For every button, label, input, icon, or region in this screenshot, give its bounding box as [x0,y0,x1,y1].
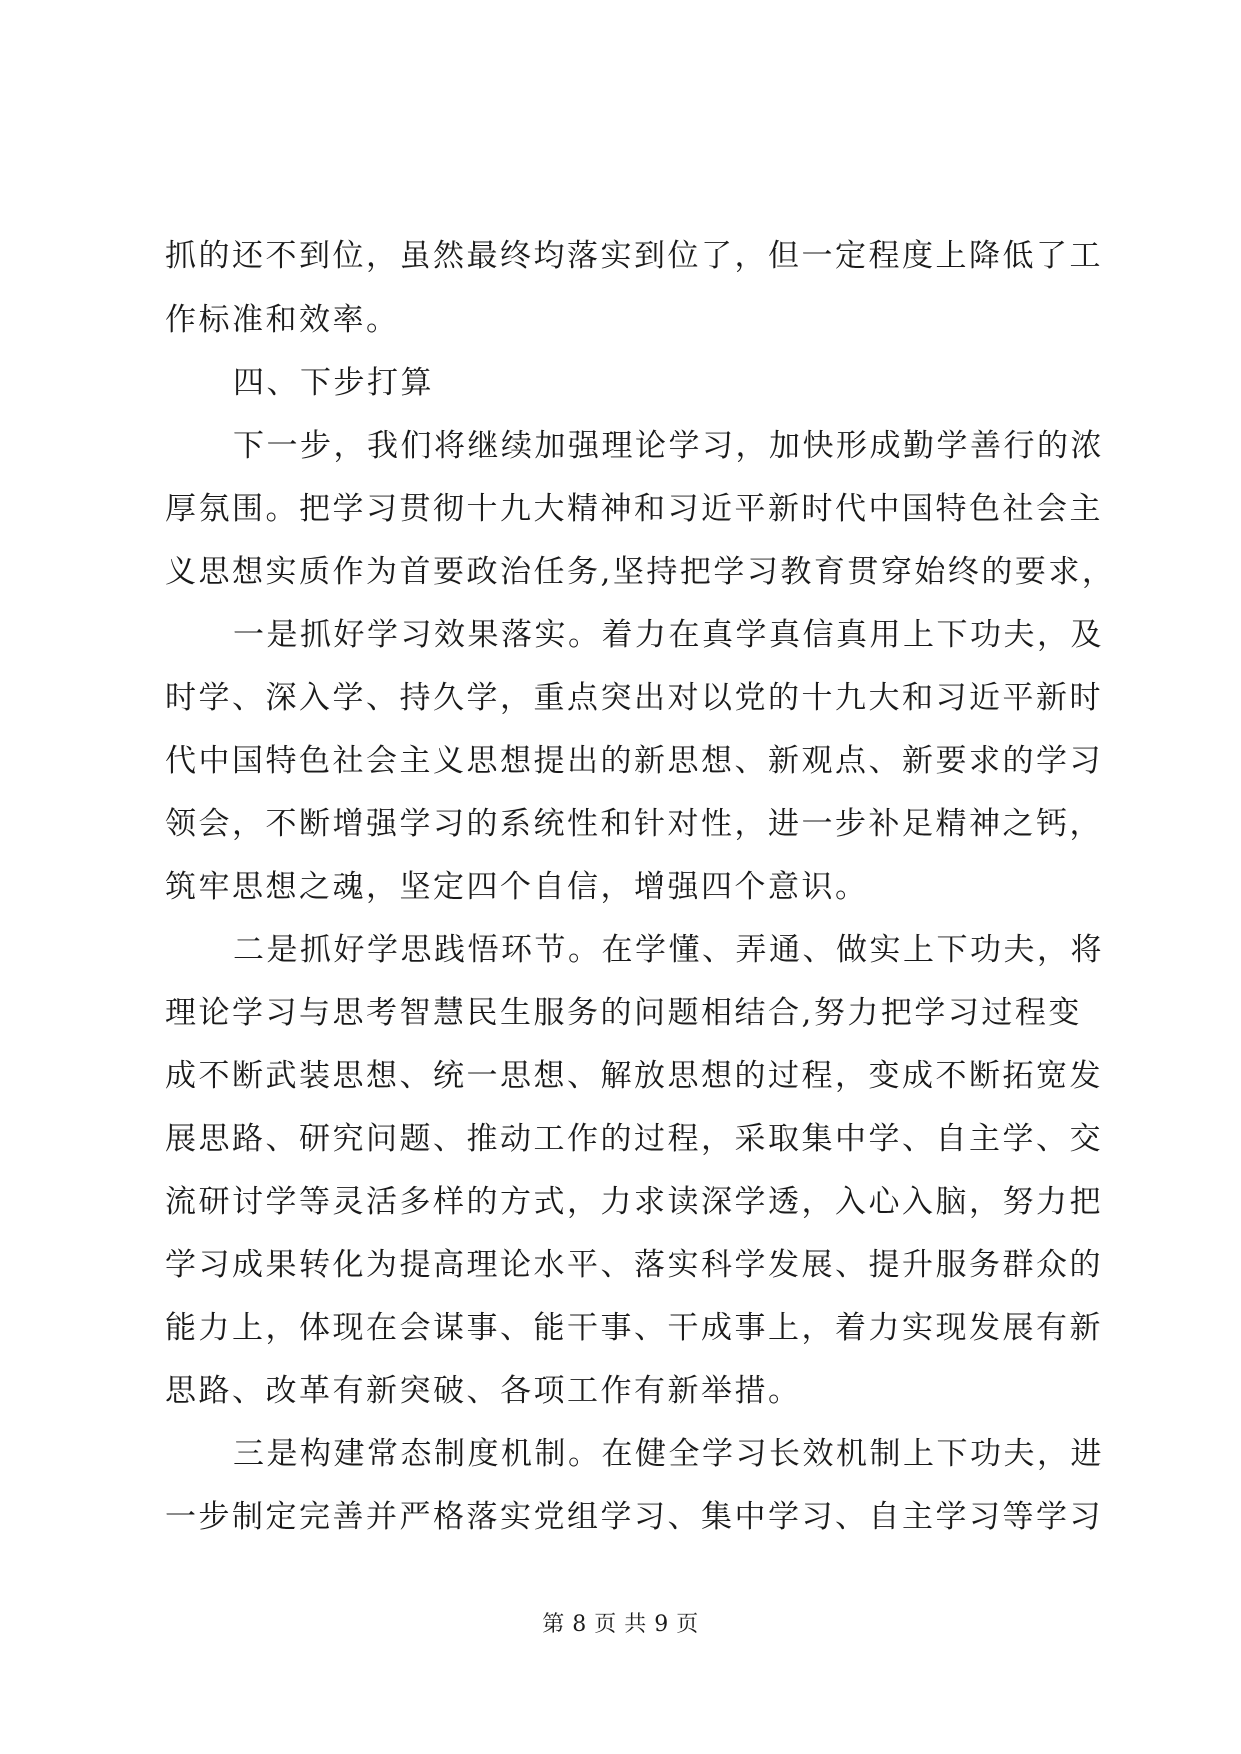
body-line-15: 展思路、研究问题、推动工作的过程，采取集中学、自主学、交 [165,1121,1103,1157]
body-line-1: 抓的还不到位，虽然最终均落实到位了，但一定程度上降低了工 [165,238,1103,274]
body-line-12: 二是抓好学思践悟环节。在学懂、弄通、做实上下功夫，将 [233,932,1104,968]
body-line-4: 下一步，我们将继续加强理论学习，加快形成勤学善行的浓 [233,428,1104,464]
body-line-6: 义思想实质作为首要政治任务,坚持把学习教育贯穿始终的要求， [165,554,1116,590]
body-line-17: 学习成果转化为提高理论水平、落实科学发展、提升服务群众的 [165,1247,1103,1283]
body-line-8: 时学、深入学、持久学，重点突出对以党的十九大和习近平新时 [165,680,1103,716]
body-line-18: 能力上，体现在会谋事、能干事、干成事上，着力实现发展有新 [165,1310,1103,1346]
body-line-21: 一步制定完善并严格落实党组学习、集中学习、自主学习等学习 [165,1499,1103,1535]
body-line-9: 代中国特色社会主义思想提出的新思想、新观点、新要求的学习 [165,743,1103,779]
body-line-14: 成不断武装思想、统一思想、解放思想的过程，变成不断拓宽发 [165,1058,1103,1094]
body-line-11: 筑牢思想之魂，坚定四个自信，增强四个意识。 [165,869,869,905]
page-number-footer: 第 8 页 共 9 页 [542,1612,699,1637]
body-line-10: 领会，不断增强学习的系统性和针对性，进一步补足精神之钙， [165,806,1103,842]
body-line-2: 作标准和效率。 [165,302,400,338]
body-line-13: 理论学习与思考智慧民生服务的问题相结合,努力把学习过程变 [165,995,1082,1031]
body-line-5: 厚氛围。把学习贯彻十九大精神和习近平新时代中国特色社会主 [165,491,1103,527]
body-line-16: 流研讨学等灵活多样的方式，力求读深学透，入心入脑，努力把 [165,1184,1103,1220]
body-line-7: 一是抓好学习效果落实。着力在真学真信真用上下功夫，及 [233,617,1104,653]
body-line-19: 思路、改革有新突破、各项工作有新举措。 [165,1373,802,1409]
section-heading: 四、下步打算 [233,365,434,401]
body-line-20: 三是构建常态制度机制。在健全学习长效机制上下功夫，进 [233,1436,1104,1472]
